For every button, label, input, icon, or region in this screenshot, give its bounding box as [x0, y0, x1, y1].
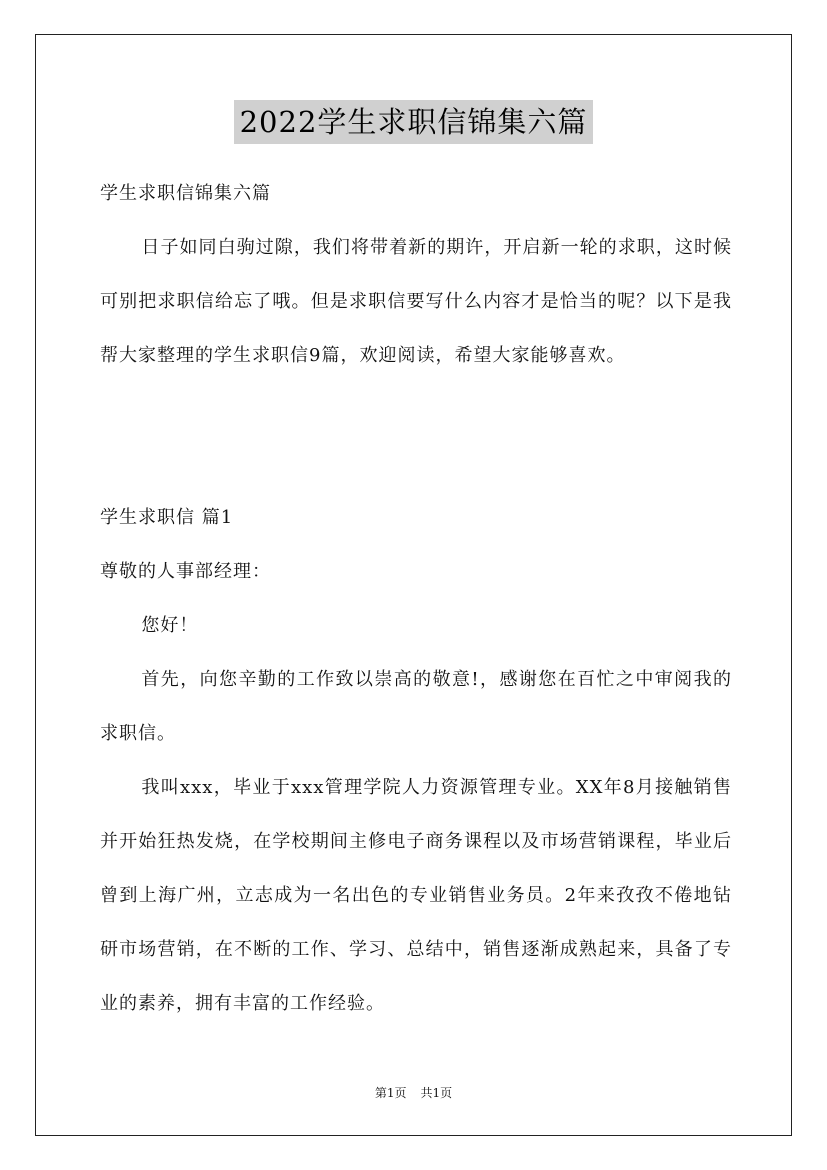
subtitle-block: [100, 167, 732, 221]
page-total: 共1页: [420, 1086, 453, 1100]
intro-paragraph: 日子如同白驹过隙，我们将带着新的期许，开启新一轮的求职，这时候可别把求职信给忘了哦。但是求职信要写什么内容才是恰当的呢？以下是我帮大家整理的学生求职信9篇，欢迎阅读，希望大家能够喜欢。: [100, 237, 732, 366]
document-subtitle: 学生求职信锦集六篇: [100, 183, 271, 204]
document-title: 2022学生求职信锦集六篇: [234, 100, 594, 144]
paragraph-2: 我叫xxx，毕业于xxx管理学院人力资源管理专业。XX年8月接触销售并开始狂热发烧，在学校期间主修电子商务课程以及市场营销课程，毕业后曾到上海广州，立志成为一名出色的专业销售业务员。2年来孜孜不倦地钻研市场营销，在不断的工作、学习、总结中，销售逐渐成熟起来，具备了专业的素养，拥有丰富的工作经验。: [100, 777, 732, 1014]
intro-block: [100, 221, 732, 383]
salutation: 尊敬的人事部经理：: [100, 561, 271, 582]
page-footer: [0, 1084, 827, 1101]
document-title-wrap: [0, 100, 827, 144]
section-heading: 学生求职信 篇1: [100, 507, 234, 528]
greeting: 您好！: [141, 615, 199, 636]
page-number: 第1页: [374, 1086, 407, 1100]
letter-block: [100, 491, 732, 1031]
paragraph-1: 首先，向您辛勤的工作致以崇高的敬意!，感谢您在百忙之中审阅我的求职信。: [100, 669, 732, 744]
